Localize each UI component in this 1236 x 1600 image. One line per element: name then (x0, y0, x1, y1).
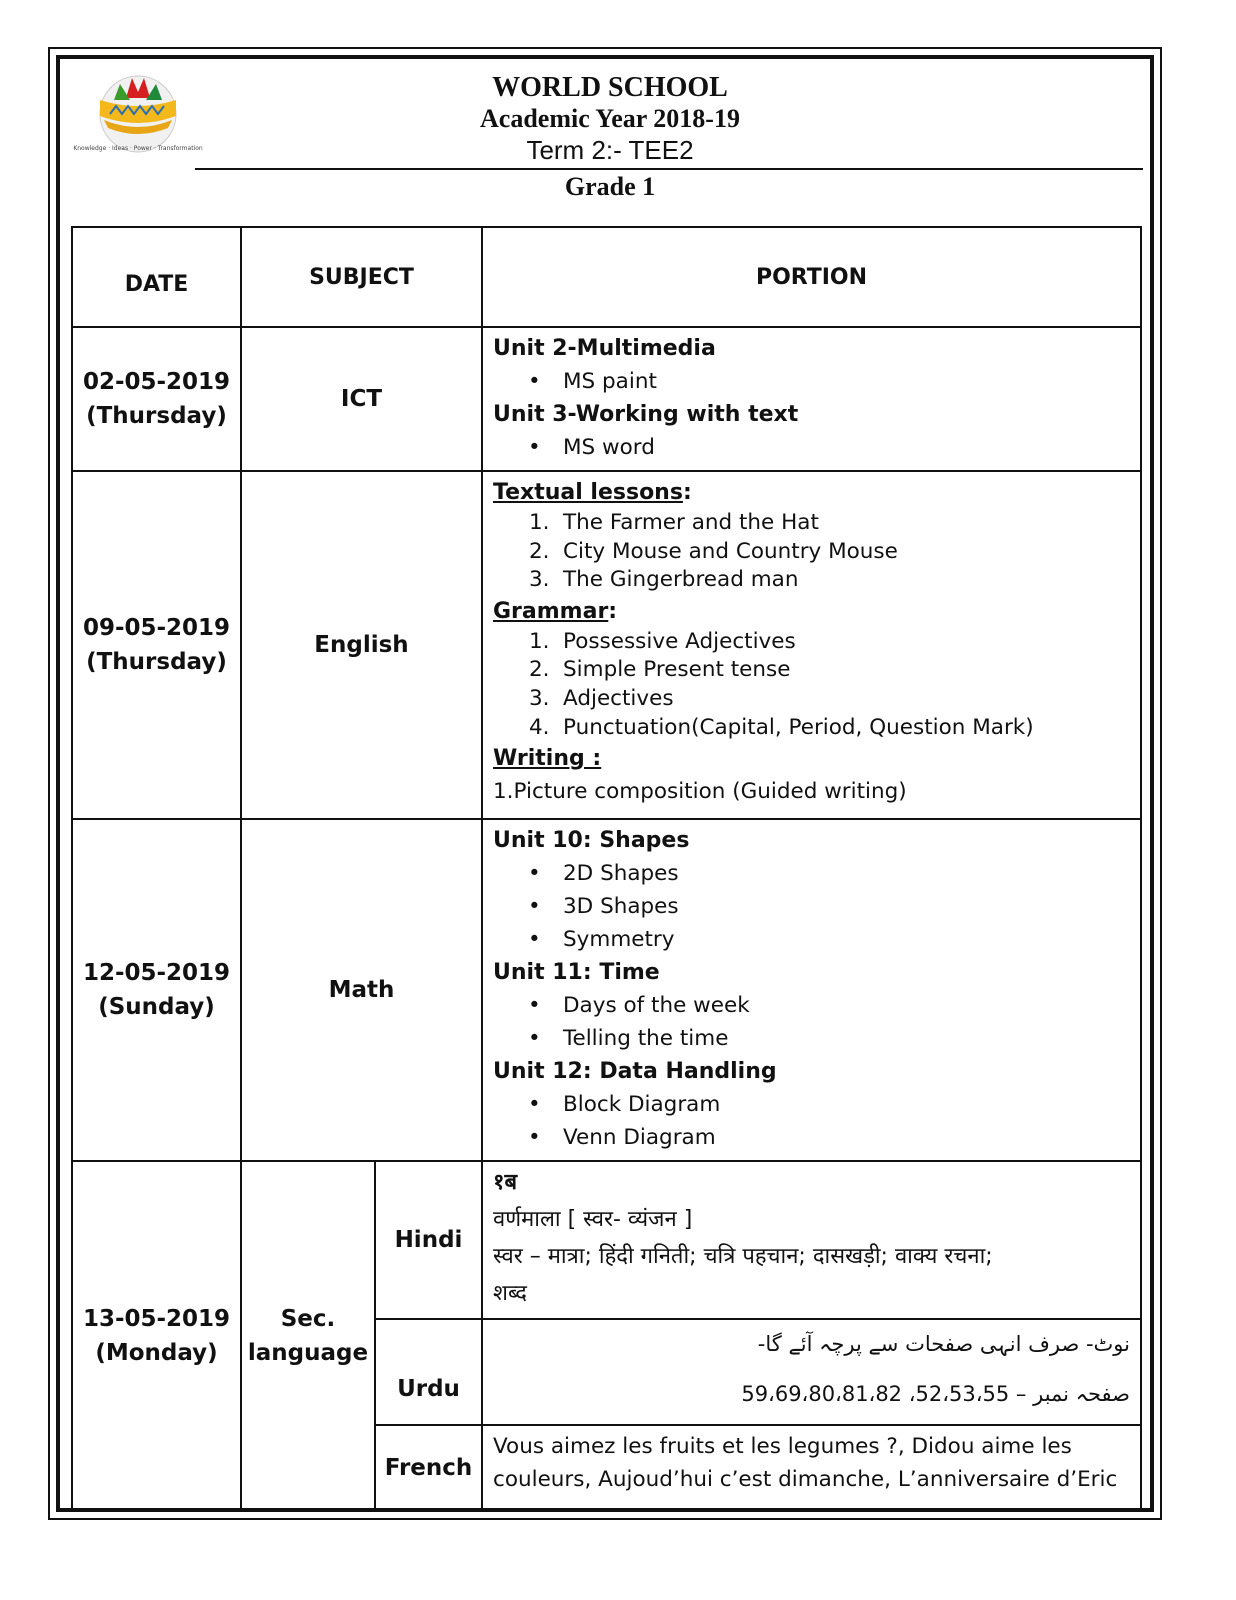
list-item: 2. City Mouse and Country Mouse (529, 538, 898, 564)
date-cell (72, 327, 241, 471)
list-item: • 3D Shapes (563, 890, 1130, 923)
list-item: 1. The Farmer and the Hat (529, 510, 819, 535)
unit-heading: Unit 10: Shapes (493, 828, 690, 853)
unit-heading: Unit 12: Data Handling (493, 1059, 777, 1084)
date-cell (72, 1161, 241, 1511)
language-urdu: Urdu (375, 1319, 482, 1425)
hindi-line: स्वर – मात्रा; हिंदी गनिती; चत्रि पहचान; दासखड़ी; वाक्य रचना; (493, 1244, 993, 1269)
svg-text:Knowledge · Ideas · Power · Tr: Knowledge · Ideas · Power · Transformation (73, 145, 203, 152)
date-cell (72, 819, 241, 1161)
grade-title: Grade 1 (564, 172, 656, 201)
urdu-line: نوٹ- صرف انہی صفحات سے پرچہ آئے گا- (757, 1332, 1130, 1356)
day-text: (Monday) (95, 1340, 218, 1366)
list-item: • MS word (563, 431, 1130, 464)
table-row (72, 327, 1141, 471)
list-item: • Telling the time (563, 1022, 1130, 1055)
day-text: (Thursday) (86, 649, 227, 675)
exam-schedule-table (71, 226, 1142, 1512)
subject-cell: Sec. language (241, 1161, 375, 1511)
list-item: 3. The Gingerbread man (529, 567, 799, 593)
unit-heading: Unit 3-Working with text (493, 402, 799, 427)
list-item: • Venn Diagram (563, 1121, 1130, 1154)
grammar-heading: Grammar: (493, 598, 618, 624)
list-item: 4. Punctuation(Capital, Period, Question Mark) (529, 714, 1034, 740)
subject-cell: ICT (241, 327, 482, 471)
language-french: French (375, 1425, 482, 1511)
day-text: (Sunday) (98, 994, 215, 1020)
language-hindi: Hindi (375, 1161, 482, 1319)
school-name: WORLD SCHOOL (492, 72, 728, 103)
portion-header: PORTION (482, 227, 1141, 327)
writing-heading: Writing : (493, 746, 602, 772)
hindi-line: वर्णमाला [ स्वर- व्यंजन ] (493, 1207, 693, 1232)
date-text: 12-05-2019 (82, 960, 231, 986)
writing-item: 1.Picture composition (Guided writing) (493, 779, 907, 805)
table-row (72, 819, 1141, 1161)
table-row (72, 471, 1141, 819)
list-item: 1. Possessive Adjectives (529, 628, 796, 654)
table-row (72, 1161, 1141, 1319)
header-divider (195, 168, 1143, 170)
subject-header: SUBJECT (241, 227, 482, 327)
urdu-line: صفحہ نمبر – 52،53،55، 59،69،80،81،82 (741, 1382, 1130, 1406)
unit-heading: Unit 2-Multimedia (493, 336, 716, 361)
portion-cell (482, 327, 1141, 471)
list-item: • Block Diagram (563, 1088, 1130, 1121)
list-item: • 2D Shapes (563, 857, 1130, 890)
table-header-row (72, 227, 1141, 327)
day-text: (Thursday) (86, 403, 227, 429)
subject-cell: English (241, 471, 482, 819)
list-item: • MS paint (563, 365, 1130, 398)
portion-cell (482, 1319, 1141, 1425)
term-title: Term 2:- TEE2 (526, 135, 694, 165)
unit-heading: Unit 11: Time (493, 960, 660, 985)
date-header: DATE (72, 227, 241, 327)
school-logo (73, 70, 203, 156)
date-text: 02-05-2019 (82, 369, 231, 395)
textual-heading: Textual lessons: (493, 480, 692, 505)
portion-cell (482, 819, 1141, 1161)
hindi-line: शब्द (493, 1281, 527, 1306)
date-cell (72, 471, 241, 819)
date-text: 13-05-2019 (82, 1306, 231, 1332)
subject-cell: Math (241, 819, 482, 1161)
list-item: • Days of the week (563, 989, 1130, 1022)
academic-year: Academic Year 2018-19 (480, 104, 740, 133)
list-item: 3. Adjectives (529, 685, 674, 711)
hindi-line: १ब (493, 1170, 518, 1195)
portion-cell (482, 471, 1141, 819)
date-text: 09-05-2019 (82, 615, 231, 641)
portion-cell (482, 1161, 1141, 1319)
list-item: • Symmetry (563, 923, 1130, 956)
portion-cell: Vous aimez les fruits et les legumes ?, Didou aime les couleurs, Aujoud’hui c’est dimanche, L’anniversaire d’Eric (482, 1425, 1141, 1511)
list-item: 2. Simple Present tense (529, 657, 791, 683)
